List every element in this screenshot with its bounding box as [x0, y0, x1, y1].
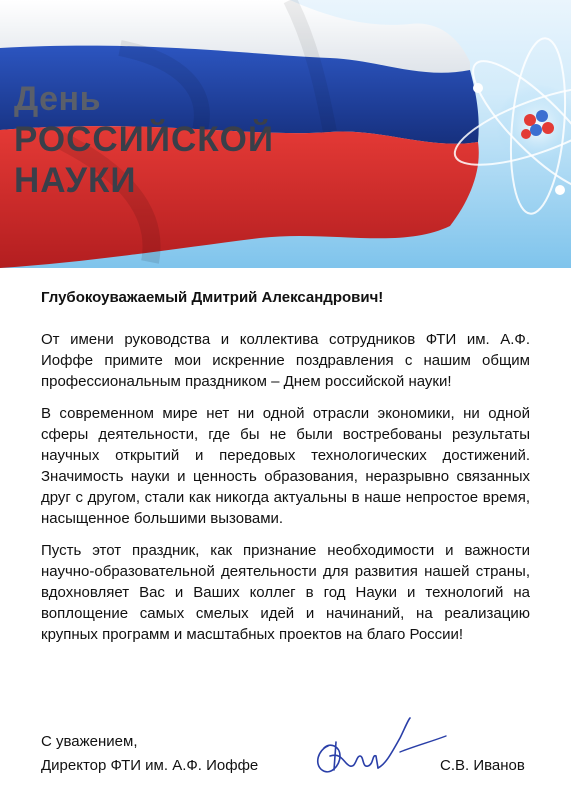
paragraph-wishes: Пусть этот праздник, как признание необходимости и важности научно-образовательной деятельности для развития нашей страны, вдохновляет Вас и Ваших коллег в год Науки и технологий на воплощение самых смелых идей и начинаний, на реализацию крупных программ и масштабных проектов на благо России!	[41, 542, 530, 643]
paragraph-science-importance: В современном мире нет ни одной отрасли экономики, ни одной сферы деятельности, где бы не были востребованы результаты научных открытий и передовых технологических достижений. Значимость науки и ценность образования, неразрывно связанных друг с другом, стали как никогда актуальны в наше непростое время, насыщенное большими вызовами.	[41, 405, 530, 527]
banner-title-line1: День	[14, 80, 101, 118]
header-banner	[0, 0, 571, 268]
paragraph-congratulation: От имени руководства и коллектива сотрудников ФТИ им. А.Ф. Иоффе примите мои искренние поздравления с нашим общим профессиональным праздником – Днем российской науки!	[41, 331, 530, 390]
handwritten-signature	[300, 712, 450, 782]
signer-name: С.В. Иванов	[440, 757, 525, 774]
banner-title-line2: РОССИЙСКОЙ	[14, 120, 274, 159]
banner-title	[14, 82, 274, 198]
greeting: Глубокоуважаемый Дмитрий Александрович!	[41, 289, 384, 306]
banner-title-line3: НАУКИ	[14, 161, 137, 200]
signer-title: Директор ФТИ им. А.Ф. Иоффе	[41, 757, 259, 774]
letter-body	[41, 287, 530, 656]
closing-phrase: С уважением,	[41, 733, 138, 750]
